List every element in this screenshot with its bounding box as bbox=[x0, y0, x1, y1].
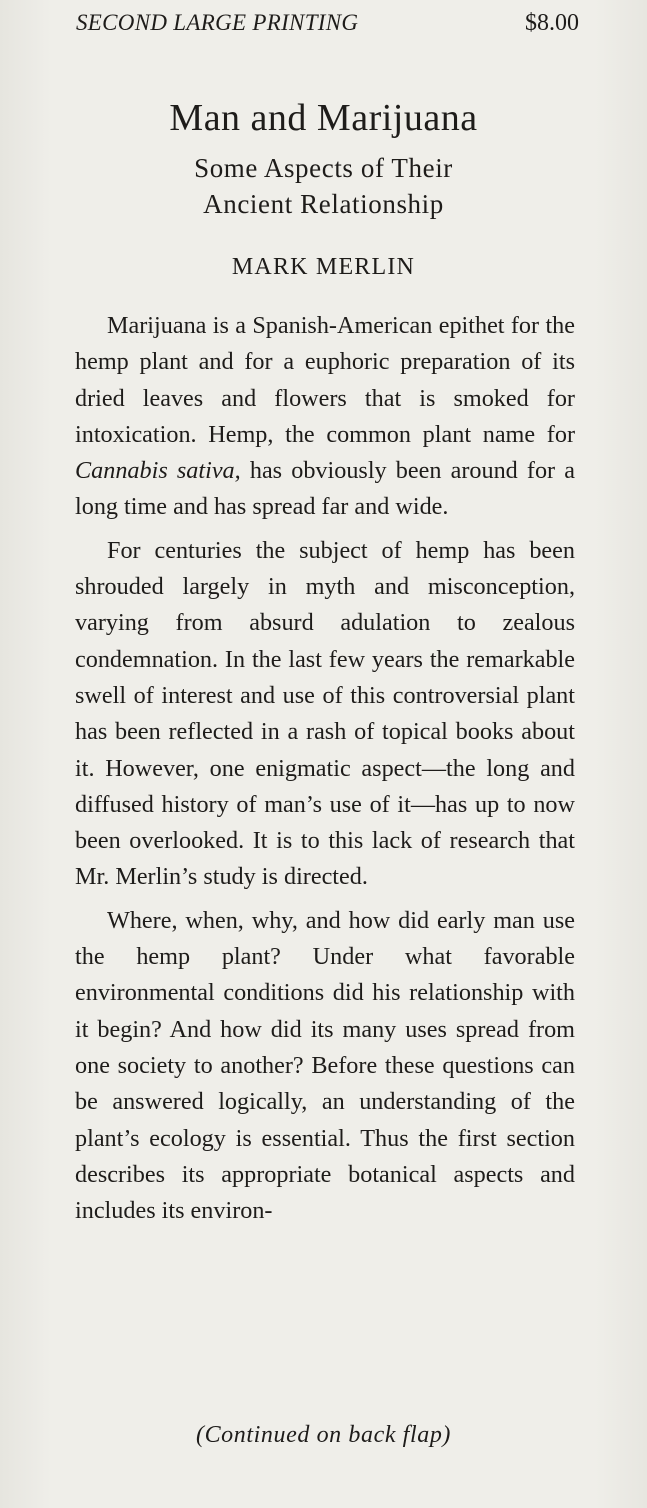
subtitle-line-1: Some Aspects of Their bbox=[194, 153, 453, 183]
printing-label: SECOND LARGE PRINTING bbox=[76, 10, 359, 35]
paragraph-1 bbox=[75, 308, 575, 526]
continued-note: (Continued on back flap) bbox=[195, 1422, 452, 1448]
header-line bbox=[76, 10, 579, 37]
paragraph-1-text-a: Marijuana is a Spanish-American epithet for the hemp plant and for a euphoric preparation of its dried leaves and flowers that is smoked for intoxication. Hemp, the common plant name for bbox=[75, 312, 575, 448]
paragraph-1-text-b: has obviously been around for a long time and has spread far and wide. bbox=[75, 457, 575, 521]
paragraph-3: Where, when, why, and how did early man use the hemp plant? Under what favorable environmental conditions did his relationship with it begin? And how did its many uses spread from one society to another? Before these questions can be answered logically, an understanding of the plant’s ecology is essential. Thus the first section describes its appropriate botanical aspects and includes its environ- bbox=[75, 906, 575, 1225]
price-label: $8.00 bbox=[525, 10, 579, 36]
paragraph-2: For centuries the subject of hemp has been shrouded largely in myth and misconception, varying from absurd adulation to zealous condemnation. In the last few years the remarkable swell of interest and use of this controversial plant has been reflected in a rash of topical books about it. However, one enigmatic aspect—the long and diffused history of man’s use of it—has up to now been overlooked. It is to this lack of research that Mr. Merlin’s study is directed. bbox=[75, 536, 575, 891]
flap-copy bbox=[75, 308, 575, 1229]
author-name: MARK MERLIN bbox=[231, 254, 416, 280]
subtitle-line-2: Ancient Relationship bbox=[203, 189, 444, 219]
species-name: Cannabis sativa, bbox=[75, 457, 241, 485]
book-subtitle bbox=[0, 150, 647, 222]
book-title: Man and Marijuana bbox=[169, 97, 478, 139]
